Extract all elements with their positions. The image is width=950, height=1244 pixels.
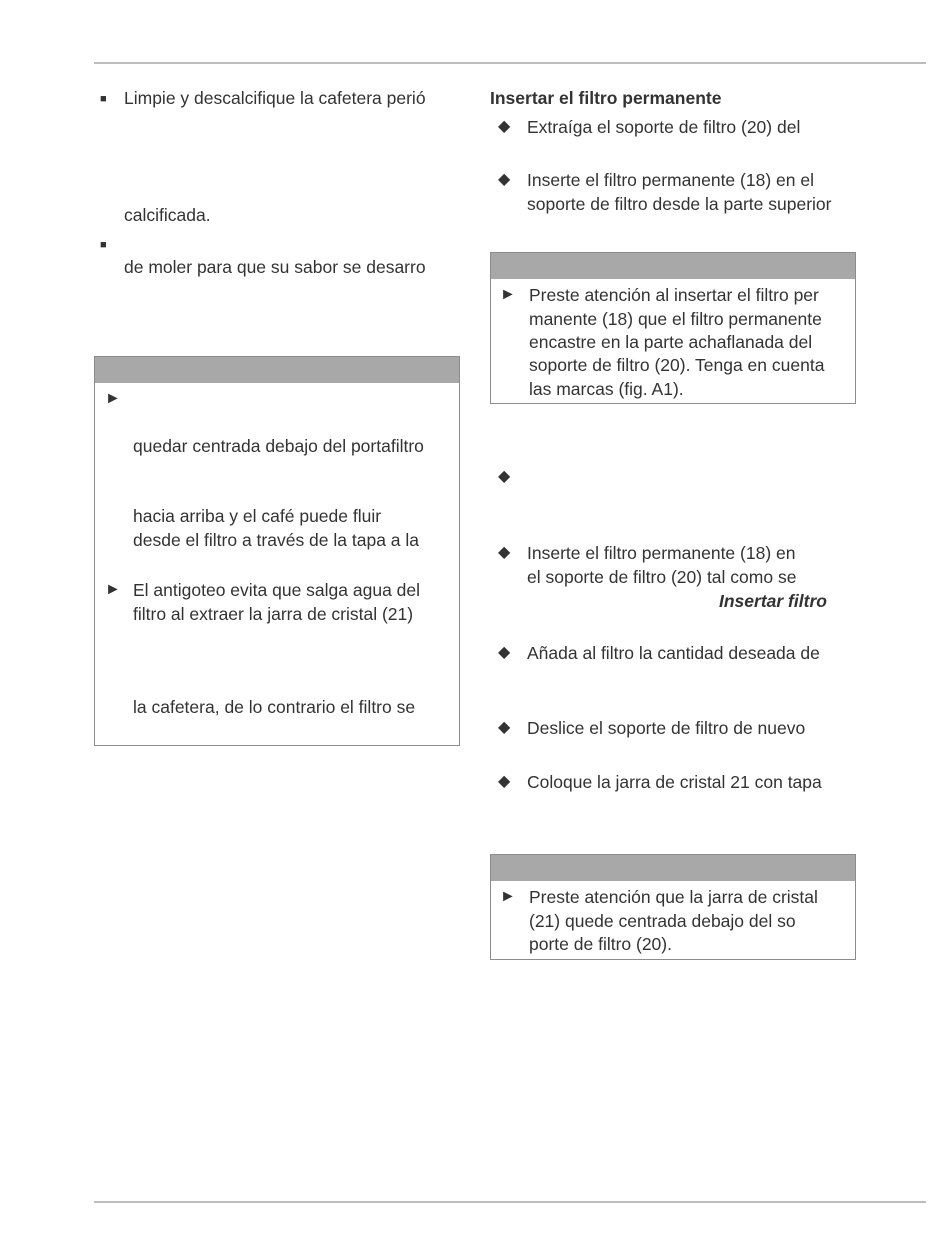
- step-insert-permanent-filter-cont: el soporte de filtro (20) tal como se: [527, 567, 797, 587]
- diamond-bullet-icon: ◆: [498, 468, 511, 485]
- note-line: soporte de filtro (20). Tenga en cuenta: [529, 355, 825, 375]
- left-note-line: hacia arriba y el café puede fluir: [133, 506, 382, 526]
- step-insert-filter-cont: soporte de filtro desde la parte superior: [527, 194, 832, 214]
- note-header-bar: [491, 855, 855, 881]
- step-extract-filter-holder: Extraíga el soporte de filtro (20) del: [527, 117, 801, 137]
- left-paragraph-1: Limpie y descalcifique la cafetera perió: [124, 88, 426, 108]
- step-insert-filter: Inserte el filtro permanente (18) en el: [527, 170, 814, 190]
- note-line: encastre en la parte achaflanada del: [529, 332, 813, 352]
- left-note-line: filtro al extraer la jarra de cristal (21): [133, 604, 414, 624]
- diamond-bullet-icon: ◆: [498, 544, 511, 561]
- left-note-line: la cafetera, de lo contrario el filtro se: [133, 697, 416, 717]
- note-line: manente (18) que el filtro permanente: [529, 309, 822, 329]
- diamond-bullet-icon: ◆: [498, 118, 511, 135]
- note-line: las marcas (fig. A1).: [529, 379, 684, 399]
- step-insert-permanent-filter: Inserte el filtro permanente (18) en: [527, 543, 796, 563]
- left-note-line: El antigoteo evita que salga agua del: [133, 580, 421, 600]
- diamond-bullet-icon: ◆: [498, 171, 511, 188]
- square-bullet-icon: ■: [100, 239, 107, 251]
- section-heading: Insertar el filtro permanente: [490, 88, 722, 108]
- top-rule: [94, 62, 926, 64]
- note-line: porte de filtro (20).: [529, 934, 672, 954]
- note-line: Preste atención que la jarra de cristal: [529, 887, 818, 907]
- diamond-bullet-icon: ◆: [498, 773, 511, 790]
- left-note-line: quedar centrada debajo del portafiltro: [133, 436, 424, 456]
- triangle-bullet-icon: ►: [105, 390, 121, 407]
- diamond-bullet-icon: ◆: [498, 644, 511, 661]
- left-paragraph-2-end: de moler para que su sabor se desarro: [124, 257, 426, 277]
- note-header-bar: [491, 253, 855, 279]
- note-header-bar: [95, 357, 459, 383]
- note-line: (21) quede centrada debajo del so: [529, 911, 796, 931]
- triangle-bullet-icon: ►: [500, 286, 516, 303]
- left-paragraph-1-end: calcificada.: [124, 205, 211, 225]
- reference-insertar-filtro: Insertar filtro: [719, 591, 827, 611]
- left-note-line: desde el filtro a través de la tapa a la: [133, 530, 420, 550]
- square-bullet-icon: ■: [100, 93, 107, 105]
- step-add-coffee: Añada al filtro la cantidad deseada de: [527, 643, 820, 663]
- triangle-bullet-icon: ►: [105, 581, 121, 598]
- note-line: Preste atención al insertar el filtro per: [529, 285, 819, 305]
- step-slide-filter-holder: Deslice el soporte de filtro de nuevo: [527, 718, 806, 738]
- step-place-carafe: Coloque la jarra de cristal 21 con tapa: [527, 772, 822, 792]
- triangle-bullet-icon: ►: [500, 888, 516, 905]
- diamond-bullet-icon: ◆: [498, 719, 511, 736]
- bottom-rule: [94, 1201, 926, 1203]
